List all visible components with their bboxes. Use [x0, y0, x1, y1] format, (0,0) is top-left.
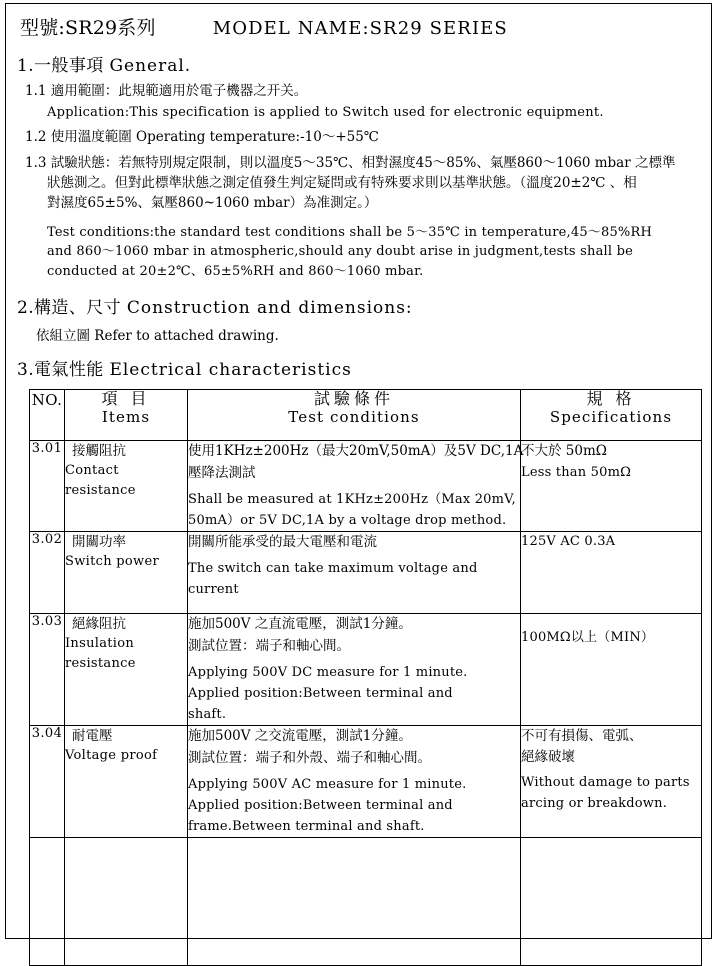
section-2-heading	[6, 293, 713, 318]
document-title-row	[6, 4, 713, 40]
table-header	[30, 389, 702, 440]
row-item-cn: 耐電壓	[72, 727, 113, 744]
row-spec-en-2: arcing or breakdown.	[521, 795, 668, 811]
table-header-row	[30, 389, 702, 440]
row-test-conditions	[188, 837, 521, 965]
header-test-en: Test conditions	[288, 407, 420, 426]
table-row	[30, 725, 702, 837]
row-test-conditions	[188, 531, 521, 613]
row-test-cn-2: 測試位置：端子和軸心間。	[188, 637, 350, 654]
row-test-cn-1: 施加500V 之交流電壓，測試1分鐘。	[188, 727, 412, 744]
row-no: 3.04	[30, 725, 65, 837]
table-body	[30, 440, 702, 965]
row-spec-cn-1: 不大於 50mΩ	[521, 442, 607, 459]
item-1-1-cn: 1.1 適用範圍：此規範適用於電子機器之开关。	[25, 83, 308, 99]
item-1-3-line3: 對濕度65±5%、氣壓860~1060 mbar）為准測定。）	[47, 195, 378, 212]
header-cell-no	[30, 389, 65, 440]
item-1-3-line2: 狀態測之。但對此標準狀態之測定值發生判定疑問或有特殊要求則以基準狀態。（溫度20±2℃ 、相	[47, 175, 637, 192]
header-spec-cn: 規 格	[586, 388, 636, 408]
row-no	[30, 837, 65, 965]
section-1-heading-cn: 1.一般事項	[17, 56, 104, 76]
header-spec-en: Specifications	[549, 407, 673, 426]
row-test-conditions	[188, 725, 521, 837]
row-test-en-2: Applied position:Between terminal and	[188, 685, 453, 701]
row-no: 3.02	[30, 531, 65, 613]
row-test-en-3: frame.Between terminal and shaft.	[188, 818, 425, 834]
row-item-en-1: Switch power	[65, 554, 159, 570]
row-test-en-1: Shall be measured at 1KHz±200Hz（Max 20mV,	[188, 491, 516, 507]
row-spec-en-1: Less than 50mΩ	[521, 464, 632, 480]
section-3-heading-en: Electrical characteristics	[109, 359, 352, 380]
row-item	[65, 440, 188, 531]
section-3-heading	[6, 355, 713, 380]
section-2-note: 依組立圖 Refer to attached drawing.	[36, 327, 279, 344]
electrical-characteristics-table-wrapper	[6, 380, 713, 966]
row-spec-en-1: 125V AC 0.3A	[521, 533, 616, 549]
row-test-cn-1: 開關所能承受的最大電壓和電流	[188, 533, 377, 550]
row-item-cn: 接觸阻抗	[72, 442, 126, 459]
row-test-conditions	[188, 613, 521, 725]
header-cell-specifications	[521, 389, 702, 440]
test-conditions-line2: and 860～1060 mbar in atmospheric,should any doubt arise in judgment,tests shall be	[47, 244, 633, 260]
test-conditions-line3: conducted at 20±2℃、65±5%RH and 860～1060 mbar.	[47, 264, 424, 280]
row-item-en-2: resistance	[65, 483, 136, 499]
table-row	[30, 613, 702, 725]
row-test-cn-1: 施加500V 之直流電壓，測試1分鐘。	[188, 615, 412, 632]
header-items-en: Items	[101, 407, 151, 426]
row-test-en-3: shaft.	[188, 706, 227, 722]
row-test-cn-1: 使用1KHz±200Hz（最大20mV,50mA）及5V DC,1A	[188, 442, 524, 459]
model-label-cn: 型號:SR29系列	[20, 17, 156, 39]
page-content	[6, 4, 713, 940]
electrical-characteristics-table	[29, 389, 702, 966]
row-specification	[521, 440, 702, 531]
section-2-heading-cn: 2.構造、尺寸	[17, 297, 122, 318]
row-test-en-1: Applying 500V DC measure for 1 minute.	[188, 664, 468, 680]
header-cell-items	[65, 389, 188, 440]
row-test-en-2: Applied position:Between terminal and	[188, 797, 453, 813]
row-item-en-1: Insulation	[65, 636, 135, 652]
row-specification	[521, 531, 702, 613]
item-1-2: 1.2 使用溫度範圍 Operating temperature:-10～+55℃	[25, 129, 379, 146]
item-1-1-en: Application:This specification is applied to Switch used for electronic equipment.	[47, 104, 604, 120]
row-specification	[521, 725, 702, 837]
item-1-3	[6, 153, 713, 214]
row-item	[65, 837, 188, 965]
section-1-heading-en: General.	[109, 56, 192, 76]
header-test-cn: 試驗條件	[313, 388, 394, 408]
test-conditions-line1: Test conditions:the standard test conditions shall be 5～35℃ in temperature,45～85%RH	[47, 224, 653, 240]
row-test-en-1: Applying 500V AC measure for 1 minute.	[188, 776, 467, 792]
row-test-conditions	[188, 440, 524, 531]
row-item	[65, 613, 188, 725]
row-specification	[521, 837, 702, 965]
row-item-en-1: Contact	[65, 463, 119, 479]
section-2-heading-en: Construction and dimensions:	[126, 297, 413, 318]
model-label-en: MODEL NAME:SR29 SERIES	[212, 18, 508, 39]
table-row	[30, 440, 702, 531]
test-conditions-paragraph	[6, 223, 713, 282]
row-test-en-1: The switch can take maximum voltage and	[188, 560, 478, 576]
header-no-label: NO.	[31, 390, 63, 409]
section-1-heading	[6, 51, 713, 76]
row-no: 3.03	[30, 613, 65, 725]
row-item-cn: 絕緣阻抗	[72, 615, 126, 632]
row-no: 3.01	[30, 440, 65, 531]
row-spec-cn-2: 絕緣破壞	[521, 749, 575, 766]
row-test-en-2: 50mA）or 5V DC,1A by a voltage drop method.	[188, 512, 507, 528]
section-3-heading-cn: 3.電氣性能	[17, 359, 104, 380]
row-test-en-2: current	[188, 581, 239, 597]
header-items-cn: 項 目	[101, 388, 151, 408]
row-item-cn: 開關功率	[72, 533, 126, 550]
row-item-en-1: Voltage proof	[65, 748, 158, 764]
row-test-cn-2: 壓降法測試	[188, 464, 256, 481]
header-cell-test-conditions	[188, 389, 521, 440]
row-spec-cn-1: 不可有損傷、電弧、	[521, 727, 643, 744]
row-test-cn-2: 測試位置：端子和外殼、端子和軸心間。	[188, 749, 431, 766]
row-specification	[521, 613, 702, 725]
table-row	[30, 531, 702, 613]
page-border	[5, 3, 712, 939]
row-spec-en-1: 100MΩ以上（MIN）	[521, 629, 655, 645]
row-item-en-2: resistance	[65, 656, 136, 672]
item-1-3-line1: 1.3 試驗狀態：若無特別規定限制，則以溫度5～35℃、相對濕度45～85%、氣壓860～1060 mbar 之標準	[25, 154, 676, 171]
table-row	[30, 837, 702, 965]
row-item	[65, 531, 188, 613]
row-spec-en-1: Without damage to parts	[521, 774, 690, 790]
row-item	[65, 725, 188, 837]
